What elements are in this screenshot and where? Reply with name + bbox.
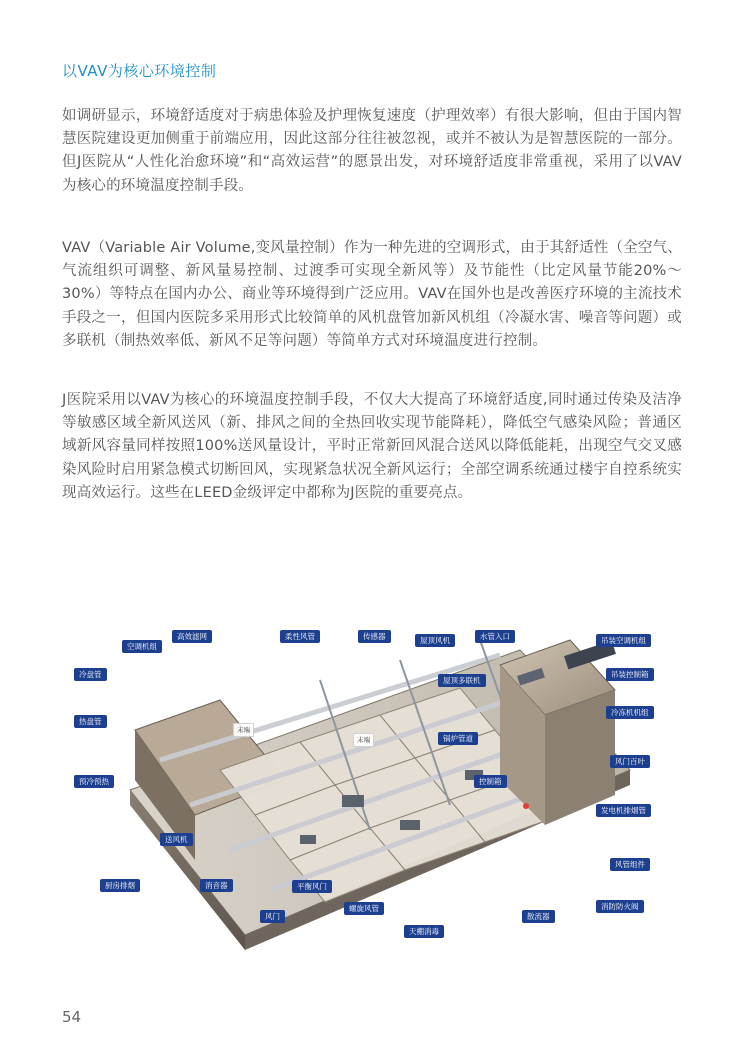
section-heading: 以VAV为核心环境控制 [62, 62, 217, 80]
label-spiral-duct: 螺旋风管 [344, 902, 384, 915]
label-heating-coil: 热盘管 [74, 715, 107, 728]
label-rooftop-vrf: 屋顶多联机 [438, 674, 486, 687]
label-ceiling-disinfection: 天棚消毒 [404, 925, 444, 938]
label-control-box: 控制箱 [474, 775, 507, 788]
label-supply-fan: 送风机 [160, 833, 193, 846]
label-balancing-damper: 平衡风门 [292, 880, 332, 893]
label-hung-ahu: 吊装空调机组 [596, 634, 651, 647]
label-damper-louver: 风门百叶 [610, 755, 650, 768]
label-damper: 风门 [260, 910, 285, 923]
label-cooling-coil: 冷盘管 [74, 668, 107, 681]
label-high-efficiency-filter: 高效滤网 [172, 630, 212, 643]
paragraph-3: J医院采用以VAV为核心的环境温度控制手段，不仅大大提高了环境舒适度,同时通过传染及洁净等敏感区域全新风送风（新、排风之间的全热回收实现节能降耗），降低空气感染风险；普通区域新风容量同样按照100%送风量设计，平时正常新回风混合送风以降低能耗，出现空气交叉感染风险时启用紧急模式切断回风，实现紧急状况全新风运行；全部空调系统通过楼宇自控系统实现高效运行。这些在LEED金级评定中都称为J医院的重要亮点。 [62, 392, 682, 501]
terminal-tag-2: 末端 [353, 733, 374, 747]
page-number: 54 [62, 1008, 82, 1026]
label-ahu: 空调机组 [122, 640, 162, 653]
label-duct-fittings: 风管组件 [610, 858, 650, 871]
label-hung-control-box: 吊装控制箱 [606, 668, 654, 681]
paragraph-1: 如调研显示，环境舒适度对于病患体验及护理恢复速度（护理效率）有很大影响，但由于国内智慧医院建设更加侧重于前端应用，因此这部分往往被忽视，或并不被认为是智慧医院的一部分。但J医院从“人性化治愈环境”和“高效运营”的愿景出发，对环境舒适度非常重视，采用了以VAV为核心的环境温度控制手段。 [62, 108, 682, 194]
label-generator-exhaust: 发电机排烟管 [596, 804, 651, 817]
label-fire-damper: 消防防火阀 [596, 900, 644, 913]
paragraph-2: VAV（Variable Air Volume,变风量控制）作为一种先进的空调形式，由于其舒适性（全空气、气流组织可调整、新风量易控制、过渡季可实现全新风等）及节能性（比定风量节能20%～30%）等特点在国内办公、商业等环境得到广泛应用。VAV在国外也是改善医疗环境的主流技术手段之一，但国内医院多采用形式比较简单的风机盘管加新风机组（冷凝水害、噪音等问题）或多联机（制热效率低、新风不足等问题）等简单方式对环境温度进行控制。 [62, 240, 682, 349]
label-kitchen-exhaust: 厨房排烟 [100, 879, 140, 892]
label-diffuser: 散流器 [522, 910, 555, 923]
hvac-building-illustration [70, 620, 670, 950]
label-silencer: 消音器 [200, 879, 233, 892]
label-sensor: 传感器 [358, 630, 391, 643]
label-boiler-pipe: 锅炉管道 [438, 732, 478, 745]
label-chiller: 冷冻机机组 [606, 706, 654, 719]
label-flexible-duct: 柔性风管 [280, 630, 320, 643]
building-cutaway-image [70, 620, 670, 950]
label-preheat-precool: 预冷预热 [74, 775, 114, 788]
label-roof-fan: 屋顶风机 [415, 634, 455, 647]
terminal-tag-1: 末端 [233, 723, 254, 737]
label-water-inlet: 水管入口 [475, 630, 515, 643]
